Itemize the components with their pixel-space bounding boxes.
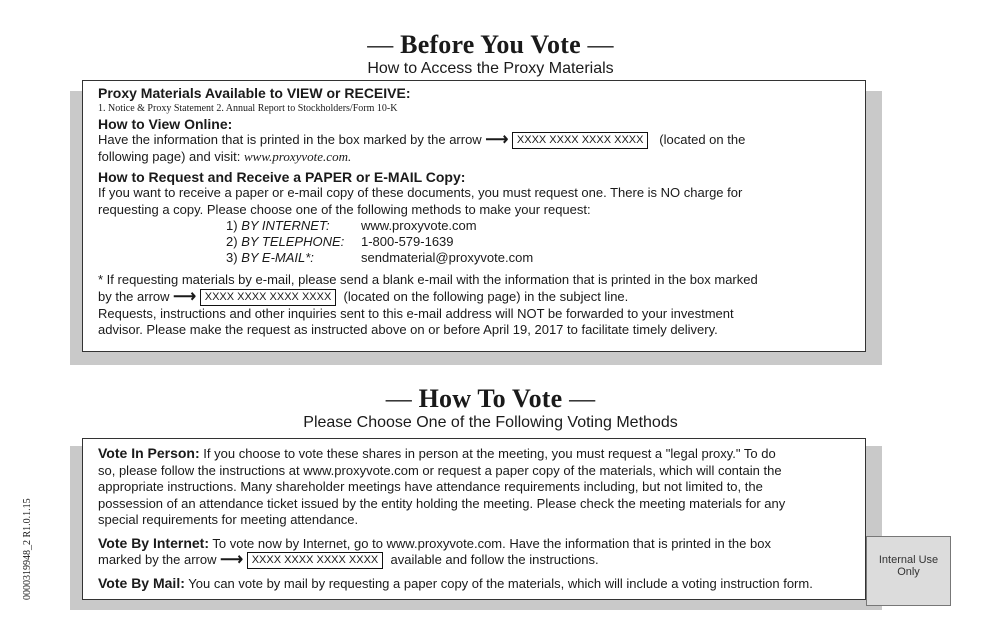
- how-subheading: Please Choose One of the Following Voting Methods: [303, 414, 678, 431]
- in-person-line-4: possession of an attendance ticket issued by the entity holding the meeting. Please check the meeting materials for any: [98, 495, 786, 511]
- method-telephone: 2) BY TELEPHONE: 1-800-579-1639: [226, 234, 454, 250]
- view-title: How to View Online:: [98, 115, 233, 132]
- disclaimer-1: Requests, instructions and other inquiries sent to this e-mail address will NOT be forwarded to your investment: [98, 305, 734, 321]
- in-person-line-5: special requirements for meeting attendance.: [98, 512, 359, 527]
- control-number-box: XXXX XXXX XXXX XXXX: [200, 289, 337, 306]
- arrow-icon: ⟶: [173, 287, 197, 305]
- email-note-1: * If requesting materials by e-mail, please send a blank e-mail with the information that is printed in the box marked: [98, 272, 758, 288]
- view-line: Have the information that is printed in the box marked by the arrow ⟶ XXXX XXXX XXXX XXXX (located on the: [98, 131, 746, 149]
- voting-panel: [82, 438, 866, 600]
- how-heading: — How To Vote —: [385, 384, 596, 413]
- materials-title: Proxy Materials Available to VIEW or RECEIVE:: [98, 85, 411, 101]
- request-methods: [98, 218, 850, 272]
- arrow-icon: ⟶: [485, 131, 509, 149]
- materials-list: 1. Notice & Proxy Statement 2. Annual Report to Stockholders/Form 10-K: [98, 102, 398, 114]
- side-code: 0000319948_2 R1.0.1.15: [22, 498, 33, 600]
- request-text-2: requesting a copy. Please choose one of the following methods to make your request:: [98, 201, 591, 217]
- control-number-box: XXXX XXXX XXXX XXXX: [247, 552, 384, 569]
- control-number-box: XXXX XXXX XXXX XXXX: [512, 132, 649, 149]
- method-email: 3) BY E-MAIL*: sendmaterial@proxyvote.com: [226, 250, 534, 266]
- access-panel: [82, 80, 866, 352]
- in-person-line-2: so, please follow the instructions at www.proxyvote.com or request a paper copy of the materials, which will contain the: [98, 462, 782, 478]
- in-person-line-3: appropriate instructions. Many shareholder meetings have attendance requirements including, but not limited to, the: [98, 479, 763, 494]
- email-note-2: by the arrow ⟶ XXXX XXXX XXXX XXXX (located on the following page) in the subject line.: [98, 287, 629, 305]
- before-subheading: How to Access the Proxy Materials: [367, 60, 614, 77]
- proxyvote-link[interactable]: www.proxyvote.com.: [243, 149, 352, 165]
- vote-by-internet: Vote By Internet: To vote now by Internet, go to www.proxyvote.com. Have the information that is printed in the box: [98, 534, 771, 551]
- request-text-1: If you want to receive a paper or e-mail copy of these documents, you must request one. There is NO charge for: [98, 185, 743, 201]
- internal-use-box: Internal Use Only: [866, 536, 951, 606]
- method-internet: 1) BY INTERNET: www.proxyvote.com: [226, 218, 477, 234]
- arrow-icon: ⟶: [220, 551, 244, 569]
- internet-line-2: marked by the arrow ⟶ XXXX XXXX XXXX XXXX available and follow the instructions.: [98, 551, 599, 569]
- vote-by-mail: Vote By Mail: You can vote by mail by requesting a paper copy of the materials, which will include a voting instruction form.: [98, 575, 813, 592]
- view-line-2: following page) and visit: www.proxyvote.com.: [98, 149, 352, 165]
- request-title: How to Request and Receive a PAPER or E-MAIL Copy:: [98, 168, 466, 185]
- vote-in-person: Vote In Person: If you choose to vote these shares in person at the meeting, you must request a "legal proxy." To do: [98, 445, 776, 461]
- disclaimer-2: advisor. Please make the request as instructed above on or before April 19, 2017 to facilitate timely delivery.: [98, 322, 718, 338]
- before-heading: — Before You Vote —: [367, 30, 614, 59]
